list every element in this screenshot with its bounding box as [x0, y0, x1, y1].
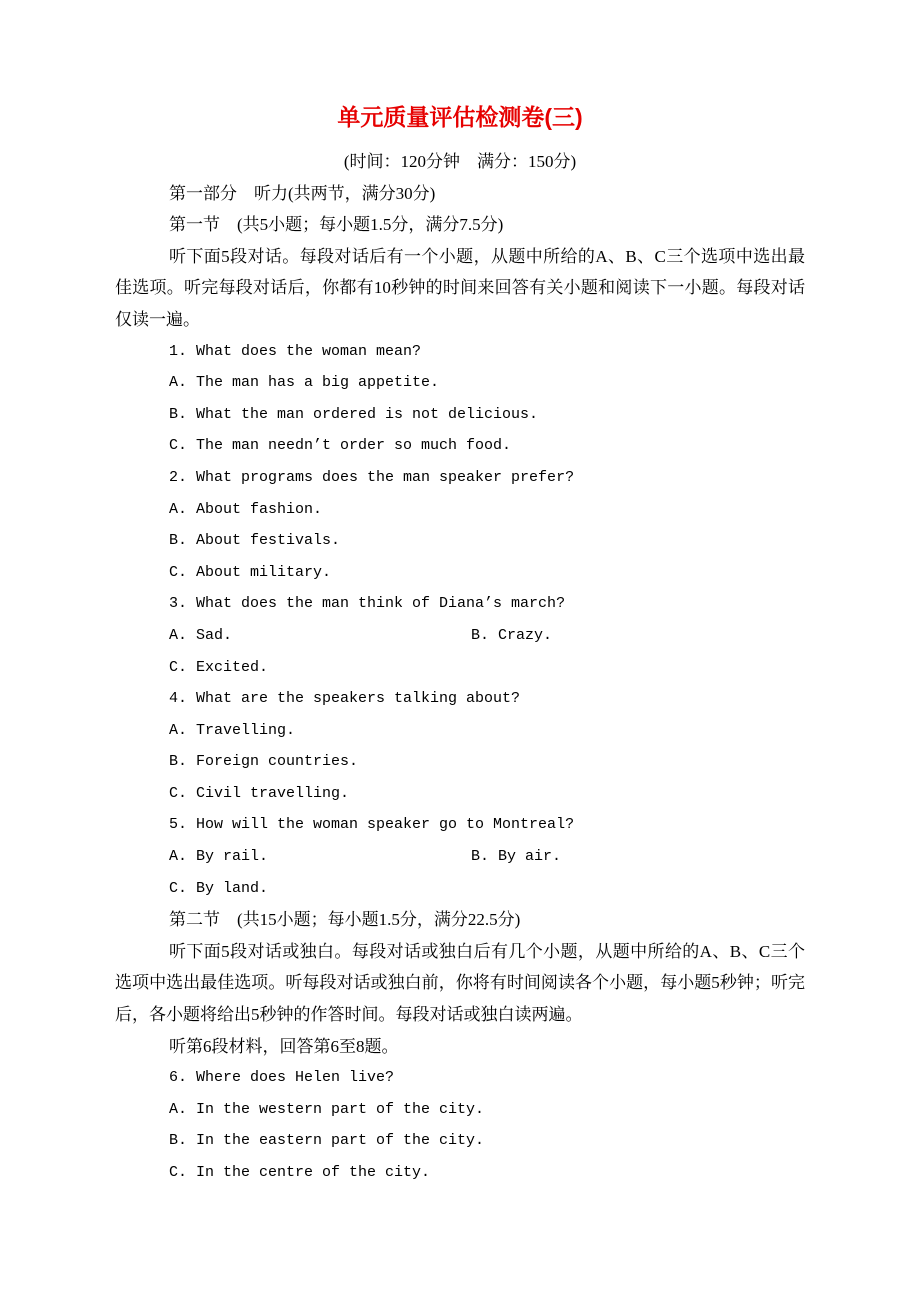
part-1-instructions: 听下面5段对话。每段对话后有一个小题，从题中所给的A、B、C三个选项中选出最佳选项。听完每段对话后，你都有10秒钟的时间来回答有关小题和阅读下一小题。每段对话仅读一遍。: [115, 246, 805, 329]
question-1: 1. What does the woman mean?: [169, 342, 422, 360]
question-4: 4. What are the speakers talking about?: [169, 690, 521, 708]
option-4-c: C. Civil travelling.: [169, 784, 350, 802]
option-6-c: C. In the centre of the city.: [169, 1164, 431, 1181]
option-3-c: C. Excited.: [169, 658, 269, 676]
option-3-ab-right: B. Crazy.: [471, 626, 553, 644]
exam-time-score-info: (时间：120分钟 满分：150分): [343, 152, 577, 171]
option-4-b: B. Foreign countries.: [169, 753, 359, 771]
section-1-heading: 第一部分 听力(共两节，满分30分): [169, 183, 436, 203]
option-4-a: A. Travelling.: [169, 721, 296, 739]
part-2-heading: 第二节 (共15小题；每小题1.5分，满分22.5分): [169, 910, 521, 930]
option-6-a: A. In the western part of the city.: [169, 1100, 485, 1118]
document-body: [115, 178, 805, 1189]
option-1-a: A. The man has a big appetite.: [169, 374, 440, 392]
option-1-b: B. What the man ordered is not delicious.: [169, 405, 539, 423]
question-2: 2. What programs does the man speaker prefer?: [169, 468, 575, 486]
question-3: 3. What does the man think of Diana’s march?: [169, 595, 566, 613]
option-2-a: A. About fashion.: [169, 500, 323, 518]
option-3-ab-left: A. Sad.: [169, 626, 233, 644]
part-1-heading: 第一节 (共5小题；每小题1.5分，满分7.5分): [169, 215, 504, 235]
option-2-b: B. About festivals.: [169, 532, 341, 550]
option-1-c: C. The man needn’t order so much food.: [169, 437, 512, 455]
option-6-b: B. In the eastern part of the city.: [169, 1132, 485, 1150]
option-3-ab: [115, 620, 805, 652]
option-5-ab-left: A. By rail.: [169, 848, 269, 866]
question-6: 6. Where does Helen live?: [169, 1069, 395, 1087]
material-6-heading: 听第6段材料，回答第6至8题。: [169, 1036, 399, 1056]
option-5-ab-right: B. By air.: [471, 848, 562, 866]
question-5: 5. How will the woman speaker go to Montreal?: [169, 816, 575, 834]
part-2-instructions: 听下面5段对话或独白。每段对话或独白后有几个小题，从题中所给的A、B、C三个选项中选出最佳选项。听每段对话或独白前，你将有时间阅读各个小题，每小题5秒钟；听完后，各小题将给出5秒钟的作答时间。每段对话或独白读两遍。: [115, 941, 805, 1025]
option-2-c: C. About military.: [169, 563, 332, 581]
document-title: 单元质量评估检测卷(三): [337, 104, 583, 130]
option-5-c: C. By land.: [169, 879, 269, 897]
option-5-ab: [115, 841, 805, 873]
